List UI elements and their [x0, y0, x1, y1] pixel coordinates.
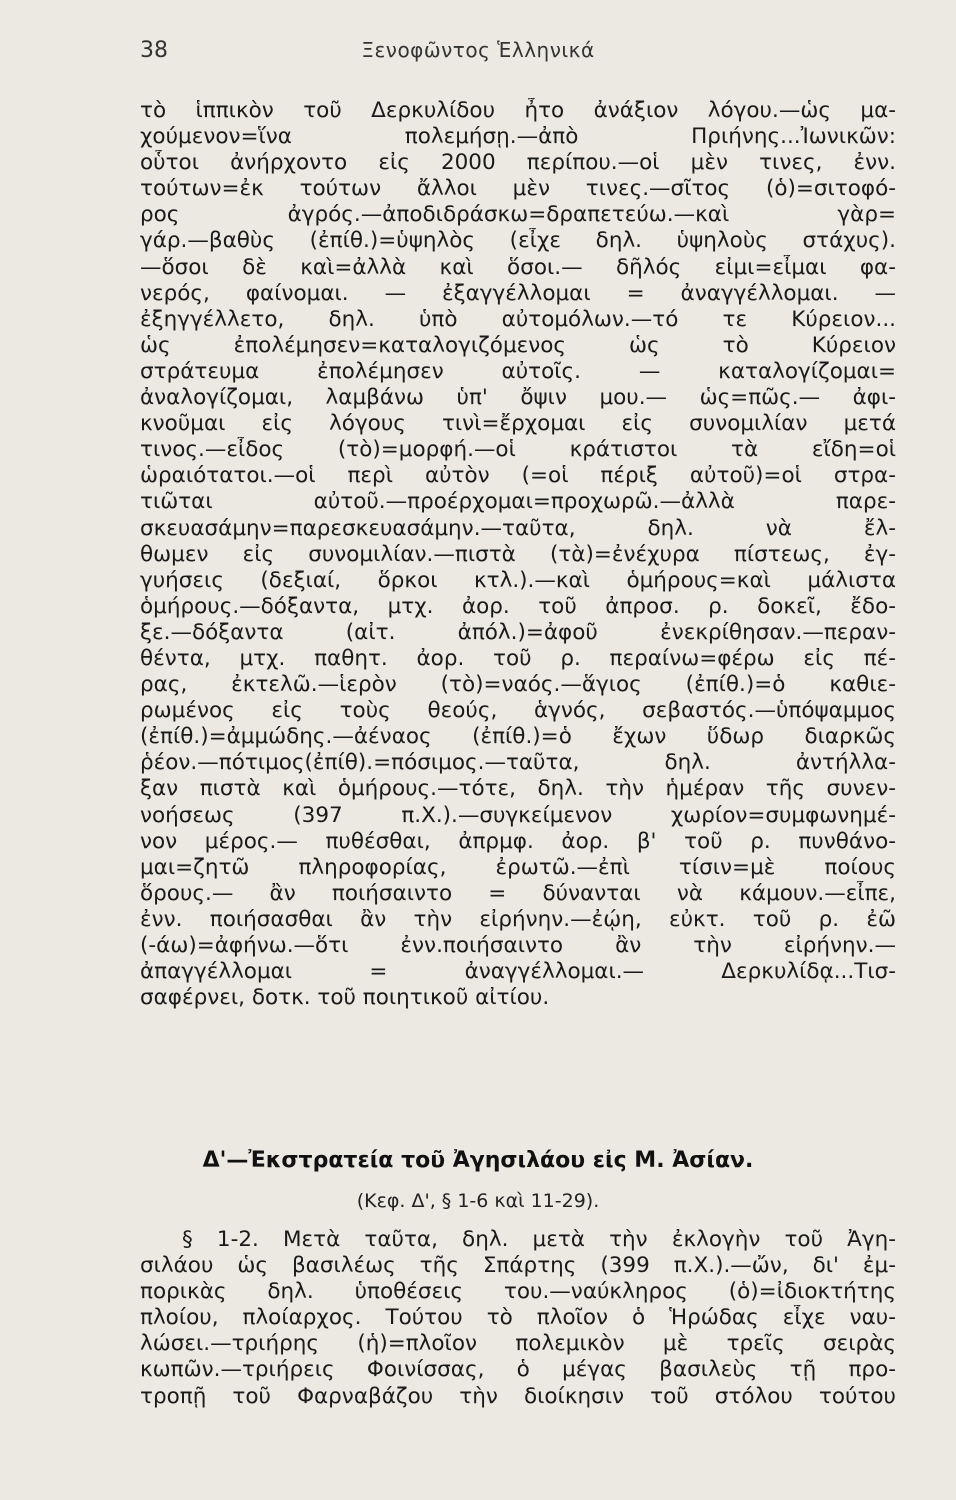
text-line: (ἐπίθ.)=ἀμμώδης.—ἀέναος (ἐπίθ.)=ὁ ἔχων ὕδωρ διαρκῶς [140, 724, 896, 750]
section-heading: Δ'—Ἐκστρατεία τοῦ Ἀγησιλάου εἰς Μ. Ἀσίαν. [202, 1148, 754, 1173]
text-line: σαφέρνει, δοτκ. τοῦ ποιητικοῦ αἰτίου. [140, 985, 550, 1011]
commentary-text [140, 98, 896, 1011]
section-text [140, 1227, 896, 1410]
text-line: τὸ ἱππικὸν τοῦ Δερκυλίδου ἦτο ἀνάξιον λόγου.—ὡς μα- [140, 98, 896, 123]
text-line: (-άω)=ἀφήνω.—ὅτι ἐνν.ποιήσαιντο ἂν τὴν εἰρήνην.— [140, 933, 896, 958]
text-line: σκευασάμην=παρεσκευασάμην.—ταῦτα, δηλ. νὰ ἔλ- [140, 515, 896, 541]
text-line: ὡραιότατοι.—οἱ περὶ αὐτὸν (=οἱ πέριξ αὐτοῦ)=οἱ στρα- [140, 463, 896, 489]
text-line: ρος ἀγρός.—ἀποδιδράσκω=δραπετεύω.—καὶ γὰρ= [140, 202, 896, 228]
text-line: γάρ.—βαθὺς (ἐπίθ.)=ὑψηλὸς (εἶχε δηλ. ὑψηλοὺς στάχυς). [140, 228, 896, 254]
text-line: ὡς ἐπολέμησεν=καταλογιζόμενος ὡς τὸ Κύρειον [140, 332, 896, 358]
text-line: μαι=ζητῶ πληροφορίας, ἐρωτῶ.—ἐπὶ τίσιν=μὲ ποίους [140, 854, 896, 880]
text-line: —ὅσοι δὲ καὶ=ἀλλὰ καὶ ὅσοι.— δῆλός εἰμι=εἶμαι φα- [140, 254, 896, 280]
text-line: ρας, ἐκτελῶ.—ἱερὸν (τὸ)=ναός.—ἅγιος (ἐπίθ.)=ὁ καθιε- [140, 672, 896, 698]
text-line: ῥέον.—πότιμος(ἐπίθ).=πόσιμος.—ταῦτα, δηλ. ἀντήλλα- [140, 750, 896, 776]
running-title: Ξενοφῶντος Ἑλληνικά [361, 38, 595, 62]
text-line: γυήσεις (δεξιαί, ὅρκοι κτλ.).—καὶ ὁμήρους=καὶ μάλιστα [140, 567, 896, 593]
text-line: σιλάου ὡς βασιλέως τῆς Σπάρτης (399 π.Χ.).—ὤν, δι' ἐμ- [140, 1253, 896, 1279]
text-line: οὗτοι ἀνήρχοντο εἰς 2000 περίπου.—οἱ μὲν τινες, ἐνν. [140, 150, 896, 176]
text-line: τροπῇ τοῦ Φαρναβάζου τὴν διοίκησιν τοῦ στόλου τούτου [140, 1383, 896, 1409]
text-line: ξε.—δόξαντα (αἰτ. ἀπόλ.)=ἀφοῦ ἐνεκρίθησαν.—περαν- [140, 619, 896, 645]
text-line: πορικὰς δηλ. ὑποθέσεις του.—ναύκληρος (ὁ)=ἰδιοκτήτης [140, 1279, 896, 1305]
page-number: 38 [140, 38, 168, 63]
text-line: τιῶται αὐτοῦ.—προέρχομαι=προχωρῶ.—ἀλλὰ παρε- [140, 489, 896, 515]
text-line: στράτευμα ἐπολέμησεν αὐτοῖς. — καταλογίζομαι= [140, 358, 896, 384]
text-line: νοήσεως (397 π.Χ.).—συγκείμενον χωρίον=συμφωνημέ- [140, 802, 896, 828]
text-line: κωπῶν.—τριήρεις Φοινίσσας, ὁ μέγας βασιλεὺς τῇ προ- [140, 1357, 896, 1383]
text-line: § 1-2. Μετὰ ταῦτα, δηλ. μετὰ τὴν ἐκλογὴν τοῦ Ἀγη- [182, 1227, 896, 1252]
text-line: χούμενον=ἵνα πολεμήσῃ.—ἀπὸ Πριήνης...Ἰωνικῶν: [140, 124, 896, 150]
text-line: ἐνν. ποιήσασθαι ἂν τὴν εἰρήνην.—ἐῴη, εὐκτ. τοῦ ρ. ἐῶ [140, 906, 896, 932]
text-line: τούτων=ἐκ τούτων ἄλλοι μὲν τινες.—σῖτος (ὁ)=σιτοφό- [140, 176, 896, 202]
text-line: τινος.—εἶδος (τὸ)=μορφή.—οἱ κράτιστοι τὰ εἴδη=οἱ [140, 437, 896, 463]
text-line: ξαν πιστὰ καὶ ὁμήρους.—τότε, δηλ. τὴν ἡμέραν τῆς συνεν- [140, 776, 896, 802]
text-line: θέντα, μτχ. παθητ. ἀορ. τοῦ ρ. περαίνω=φέρω εἰς πέ- [140, 645, 896, 671]
text-line: θωμεν εἰς συνομιλίαν.—πιστὰ (τὰ)=ἐνέχυρα πίστεως, ἐγ- [140, 541, 896, 567]
text-line: ἐξηγγέλλετο, δηλ. ὑπὸ αὐτομόλων.—τό τε Κύρειον... [140, 306, 896, 332]
text-line: ὁμήρους.—δόξαντα, μτχ. ἀορ. τοῦ ἀπροσ. ρ. δοκεῖ, ἔδο- [140, 593, 896, 619]
text-line: νερός, φαίνομαι. — ἐξαγγέλλομαι = ἀναγγέλλομαι. — [140, 280, 896, 306]
text-line: ἀπαγγέλλομαι = ἀναγγέλλομαι.— Δερκυλίδᾳ...Τισ- [140, 959, 896, 985]
text-line: νον μέρος.— πυθέσθαι, ἀπρμφ. ἀορ. β' τοῦ ρ. πυνθάνο- [140, 828, 896, 854]
text-line: ὅρους.— ἂν ποιήσαιντο = δύνανται νὰ κάμουν.—εἶπε, [140, 880, 896, 906]
text-line: ρωμένος εἰς τοὺς θεούς, ἁγνός, σεβαστός.—ὑπόψαμμος [140, 698, 896, 724]
text-line: λώσει.—τριήρης (ἡ)=πλοῖον πολεμικὸν μὲ τρεῖς σειρὰς [140, 1331, 896, 1357]
text-line: κνοῦμαι εἰς λόγους τινὶ=ἔρχομαι εἰς συνομιλίαν μετά [140, 411, 896, 437]
section-reference: (Κεφ. Δ', § 1-6 καὶ 11-29). [356, 1190, 600, 1212]
text-line: πλοίου, πλοίαρχος. Τούτου τὸ πλοῖον ὁ Ἡρώδας εἶχε ναυ- [140, 1305, 896, 1331]
page-header [0, 34, 956, 74]
text-line: ἀναλογίζομαι, λαμβάνω ὑπ' ὄψιν μου.— ὡς=πῶς.— ἀφι- [140, 385, 896, 411]
